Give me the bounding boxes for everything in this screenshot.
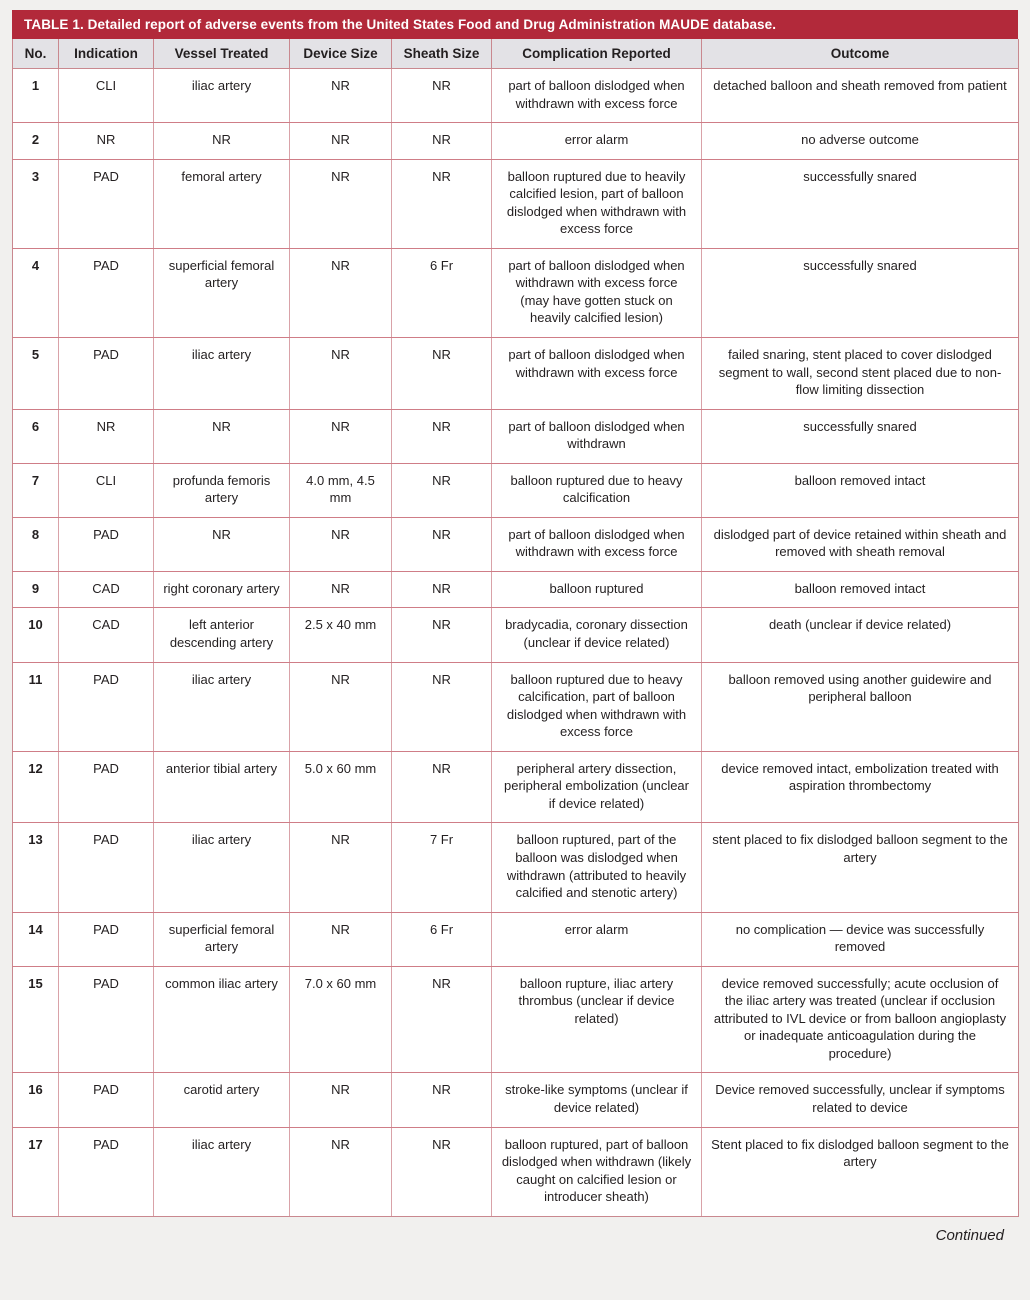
cell-outcome: balloon removed using another guidewire and peripheral balloon [702, 662, 1019, 751]
cell-device-size: NR [290, 517, 392, 571]
cell-vessel: iliac artery [154, 1127, 290, 1216]
cell-indication: CAD [59, 571, 154, 608]
cell-device-size: 2.5 x 40 mm [290, 608, 392, 662]
cell-complication: part of balloon dislodged when withdrawn [492, 409, 702, 463]
table-row [13, 823, 1019, 912]
cell-complication: error alarm [492, 912, 702, 966]
cell-outcome: dislodged part of device retained within sheath and removed with sheath removal [702, 517, 1019, 571]
cell-vessel: iliac artery [154, 823, 290, 912]
cell-complication: balloon rupture, iliac artery thrombus (unclear if device related) [492, 966, 702, 1073]
cell-complication: balloon ruptured due to heavy calcification [492, 463, 702, 517]
cell-outcome: Stent placed to fix dislodged balloon segment to the artery [702, 1127, 1019, 1216]
cell-device-size: NR [290, 159, 392, 248]
cell-complication: peripheral artery dissection, peripheral embolization (unclear if device related) [492, 751, 702, 823]
table-row [13, 159, 1019, 248]
cell-device-size: NR [290, 912, 392, 966]
cell-no: 4 [13, 248, 59, 337]
table-row [13, 608, 1019, 662]
cell-no: 15 [13, 966, 59, 1073]
cell-device-size: 4.0 mm, 4.5 mm [290, 463, 392, 517]
column-header-indication: Indication [59, 39, 154, 69]
cell-complication: stroke-like symptoms (unclear if device related) [492, 1073, 702, 1127]
cell-indication: CLI [59, 463, 154, 517]
cell-indication: PAD [59, 1127, 154, 1216]
cell-no: 9 [13, 571, 59, 608]
table-row [13, 1073, 1019, 1127]
table-row [13, 248, 1019, 337]
cell-sheath-size: NR [392, 409, 492, 463]
cell-sheath-size: NR [392, 751, 492, 823]
cell-no: 17 [13, 1127, 59, 1216]
cell-complication: balloon ruptured, part of balloon dislodged when withdrawn (likely caught on calcified lesion or introducer sheath) [492, 1127, 702, 1216]
cell-no: 13 [13, 823, 59, 912]
cell-vessel: common iliac artery [154, 966, 290, 1073]
cell-sheath-size: NR [392, 1073, 492, 1127]
table-row [13, 338, 1019, 410]
cell-sheath-size: NR [392, 159, 492, 248]
cell-sheath-size: 6 Fr [392, 248, 492, 337]
table-row [13, 69, 1019, 123]
cell-sheath-size: NR [392, 123, 492, 160]
cell-sheath-size: NR [392, 662, 492, 751]
adverse-events-table [12, 10, 1019, 1217]
cell-complication: balloon ruptured due to heavy calcification, part of balloon dislodged when withdrawn with excess force [492, 662, 702, 751]
cell-indication: NR [59, 409, 154, 463]
cell-vessel: iliac artery [154, 338, 290, 410]
column-header-no: No. [13, 39, 59, 69]
cell-complication: balloon ruptured, part of the balloon was dislodged when withdrawn (attributed to heavily calcified and stenotic artery) [492, 823, 702, 912]
cell-vessel: right coronary artery [154, 571, 290, 608]
cell-sheath-size: NR [392, 517, 492, 571]
cell-device-size: NR [290, 662, 392, 751]
cell-device-size: 5.0 x 60 mm [290, 751, 392, 823]
cell-device-size: NR [290, 338, 392, 410]
table-row [13, 463, 1019, 517]
cell-no: 3 [13, 159, 59, 248]
cell-device-size: NR [290, 1073, 392, 1127]
cell-no: 14 [13, 912, 59, 966]
cell-outcome: no complication — device was successfully removed [702, 912, 1019, 966]
table-row [13, 751, 1019, 823]
cell-indication: PAD [59, 159, 154, 248]
cell-no: 7 [13, 463, 59, 517]
cell-no: 16 [13, 1073, 59, 1127]
cell-vessel: NR [154, 409, 290, 463]
cell-no: 8 [13, 517, 59, 571]
column-header-complication-reported: Complication Reported [492, 39, 702, 69]
table-row [13, 123, 1019, 160]
cell-vessel: superficial femoral artery [154, 912, 290, 966]
cell-indication: CAD [59, 608, 154, 662]
cell-device-size: NR [290, 823, 392, 912]
column-header-device-size: Device Size [290, 39, 392, 69]
cell-device-size: 7.0 x 60 mm [290, 966, 392, 1073]
table-row [13, 662, 1019, 751]
cell-no: 10 [13, 608, 59, 662]
cell-outcome: stent placed to fix dislodged balloon segment to the artery [702, 823, 1019, 912]
cell-complication: bradycadia, coronary dissection (unclear if device related) [492, 608, 702, 662]
cell-indication: PAD [59, 751, 154, 823]
cell-outcome: successfully snared [702, 248, 1019, 337]
cell-outcome: device removed intact, embolization treated with aspiration thrombectomy [702, 751, 1019, 823]
cell-sheath-size: 7 Fr [392, 823, 492, 912]
cell-outcome: detached balloon and sheath removed from patient [702, 69, 1019, 123]
cell-vessel: superficial femoral artery [154, 248, 290, 337]
cell-outcome: no adverse outcome [702, 123, 1019, 160]
cell-no: 11 [13, 662, 59, 751]
cell-sheath-size: NR [392, 966, 492, 1073]
cell-outcome: device removed successfully; acute occlusion of the iliac artery was treated (unclear if occlusion attributed to IVL device or from balloon angioplasty or inadequate anticoagulation during the procedure) [702, 966, 1019, 1073]
cell-indication: PAD [59, 1073, 154, 1127]
continued-label: Continued [935, 1226, 1004, 1244]
cell-outcome: balloon removed intact [702, 571, 1019, 608]
cell-sheath-size: NR [392, 69, 492, 123]
cell-complication: part of balloon dislodged when withdrawn with excess force [492, 69, 702, 123]
cell-sheath-size: NR [392, 1127, 492, 1216]
cell-vessel: NR [154, 123, 290, 160]
table-row [13, 571, 1019, 608]
cell-vessel: carotid artery [154, 1073, 290, 1127]
cell-indication: PAD [59, 248, 154, 337]
table-row [13, 912, 1019, 966]
table-row [13, 409, 1019, 463]
cell-complication: part of balloon dislodged when withdrawn with excess force [492, 517, 702, 571]
cell-no: 1 [13, 69, 59, 123]
table-row [13, 517, 1019, 571]
cell-indication: PAD [59, 823, 154, 912]
cell-complication: part of balloon dislodged when withdrawn with excess force [492, 338, 702, 410]
cell-indication: PAD [59, 912, 154, 966]
cell-sheath-size: NR [392, 463, 492, 517]
cell-sheath-size: NR [392, 571, 492, 608]
table-row [13, 966, 1019, 1073]
cell-outcome: balloon removed intact [702, 463, 1019, 517]
cell-no: 5 [13, 338, 59, 410]
cell-outcome: Device removed successfully, unclear if symptoms related to device [702, 1073, 1019, 1127]
cell-no: 2 [13, 123, 59, 160]
cell-device-size: NR [290, 248, 392, 337]
cell-indication: PAD [59, 966, 154, 1073]
cell-device-size: NR [290, 409, 392, 463]
cell-complication: balloon ruptured due to heavily calcified lesion, part of balloon dislodged when withdrawn with excess force [492, 159, 702, 248]
cell-vessel: profunda femoris artery [154, 463, 290, 517]
cell-vessel: femoral artery [154, 159, 290, 248]
table-body [13, 69, 1019, 1217]
cell-vessel: left anterior descending artery [154, 608, 290, 662]
cell-vessel: iliac artery [154, 662, 290, 751]
cell-vessel: NR [154, 517, 290, 571]
column-header-vessel-treated: Vessel Treated [154, 39, 290, 69]
table-header-row [13, 39, 1019, 69]
cell-indication: PAD [59, 338, 154, 410]
cell-device-size: NR [290, 1127, 392, 1216]
cell-no: 12 [13, 751, 59, 823]
cell-outcome: successfully snared [702, 159, 1019, 248]
cell-indication: CLI [59, 69, 154, 123]
cell-device-size: NR [290, 123, 392, 160]
table-header [13, 39, 1019, 69]
cell-indication: PAD [59, 517, 154, 571]
table-row [13, 1127, 1019, 1216]
cell-outcome: failed snaring, stent placed to cover dislodged segment to wall, second stent placed due to non-flow limiting dissection [702, 338, 1019, 410]
cell-outcome: successfully snared [702, 409, 1019, 463]
cell-complication: error alarm [492, 123, 702, 160]
cell-sheath-size: 6 Fr [392, 912, 492, 966]
cell-device-size: NR [290, 571, 392, 608]
cell-indication: PAD [59, 662, 154, 751]
cell-indication: NR [59, 123, 154, 160]
cell-sheath-size: NR [392, 338, 492, 410]
cell-no: 6 [13, 409, 59, 463]
cell-vessel: iliac artery [154, 69, 290, 123]
cell-complication: balloon ruptured [492, 571, 702, 608]
table-caption: TABLE 1. Detailed report of adverse events from the United States Food and Drug Administration MAUDE database. [12, 10, 1018, 39]
column-header-outcome: Outcome [702, 39, 1019, 69]
cell-device-size: NR [290, 69, 392, 123]
cell-complication: part of balloon dislodged when withdrawn with excess force (may have gotten stuck on heavily calcified lesion) [492, 248, 702, 337]
cell-vessel: anterior tibial artery [154, 751, 290, 823]
cell-outcome: death (unclear if device related) [702, 608, 1019, 662]
column-header-sheath-size: Sheath Size [392, 39, 492, 69]
cell-sheath-size: NR [392, 608, 492, 662]
